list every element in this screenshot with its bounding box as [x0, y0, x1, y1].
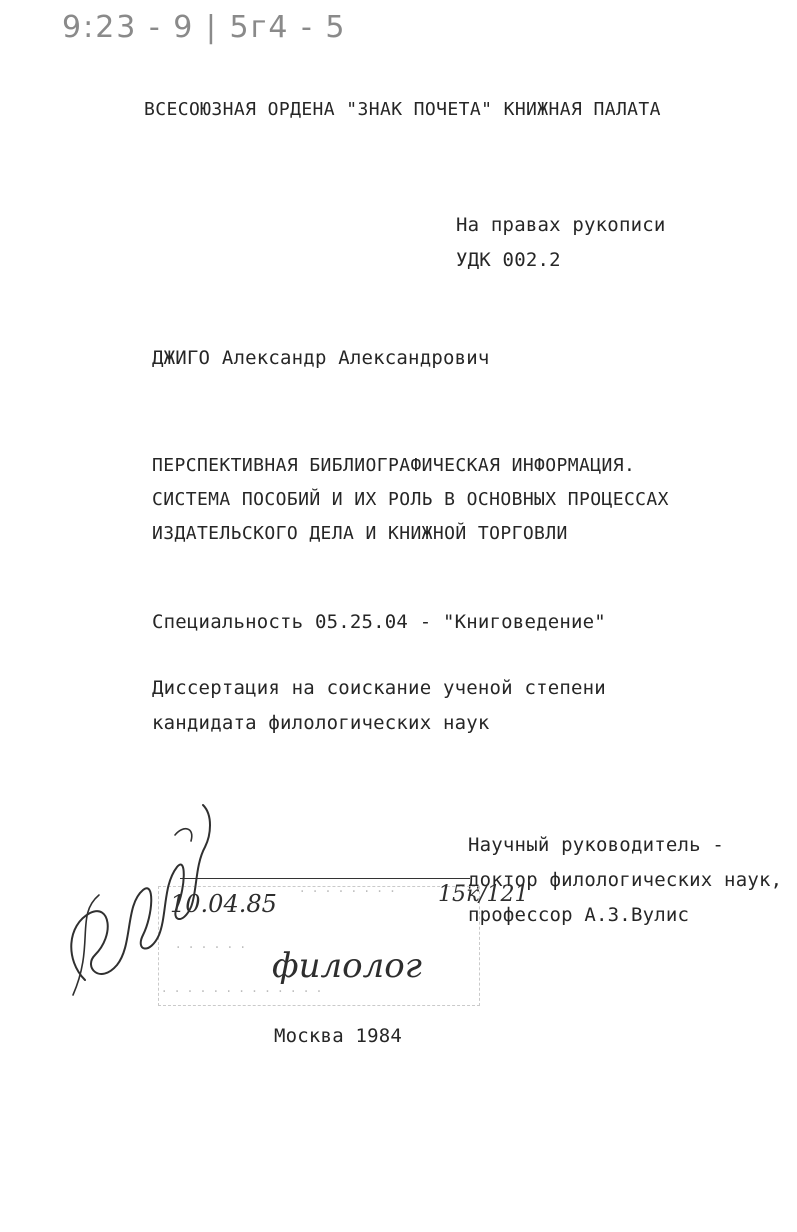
supervisor-line-2: доктор филологических наук,	[468, 869, 783, 891]
stamp-faint-text-3: · · · · · · · · · · · · ·	[162, 984, 324, 1000]
dissertation-line-2: кандидата филологических наук	[152, 712, 490, 734]
rights-notice: На правах рукописи	[456, 214, 666, 236]
title-line-1: ПЕРСПЕКТИВНАЯ БИБЛИОГРАФИЧЕСКАЯ ИНФОРМАЦИЯ.	[152, 455, 636, 476]
supervisor-line-3: профессор А.З.Вулис	[468, 904, 690, 926]
stamp-faint-text-2: · · · · · ·	[176, 940, 247, 956]
dissertation-line-1: Диссертация на соискание ученой степени	[152, 677, 606, 699]
udk-code: УДК 002.2	[456, 249, 561, 271]
stamp-date-handwritten: 10.04.85	[170, 890, 277, 918]
stamp-code-handwritten: 15к/121	[438, 882, 529, 907]
stamp-faint-text-1: · · · · · · · ·	[300, 884, 397, 900]
title-line-2: СИСТЕМА ПОСОБИЙ И ИХ РОЛЬ В ОСНОВНЫХ ПРОЦЕССАХ	[152, 489, 669, 510]
title-line-3: ИЗДАТЕЛЬСКОГО ДЕЛА И КНИЖНОЙ ТОРГОВЛИ	[152, 523, 568, 544]
institution-heading: ВСЕСОЮЗНАЯ ОРДЕНА "ЗНАК ПОЧЕТА" КНИЖНАЯ ПАЛАТА	[144, 99, 661, 120]
specialty-line: Специальность 05.25.04 - "Книговедение"	[152, 611, 606, 633]
archive-code-marginalia: 9:23 - 9 | 5г4 - 5	[62, 10, 347, 45]
supervisor-line-1: Научный руководитель -	[468, 834, 725, 856]
handwritten-signature	[55, 795, 225, 1015]
author-name: ДЖИГО Александр Александрович	[152, 347, 490, 369]
stamp-department-handwritten: филолог	[272, 946, 422, 986]
city-year: Москва 1984	[274, 1025, 403, 1047]
